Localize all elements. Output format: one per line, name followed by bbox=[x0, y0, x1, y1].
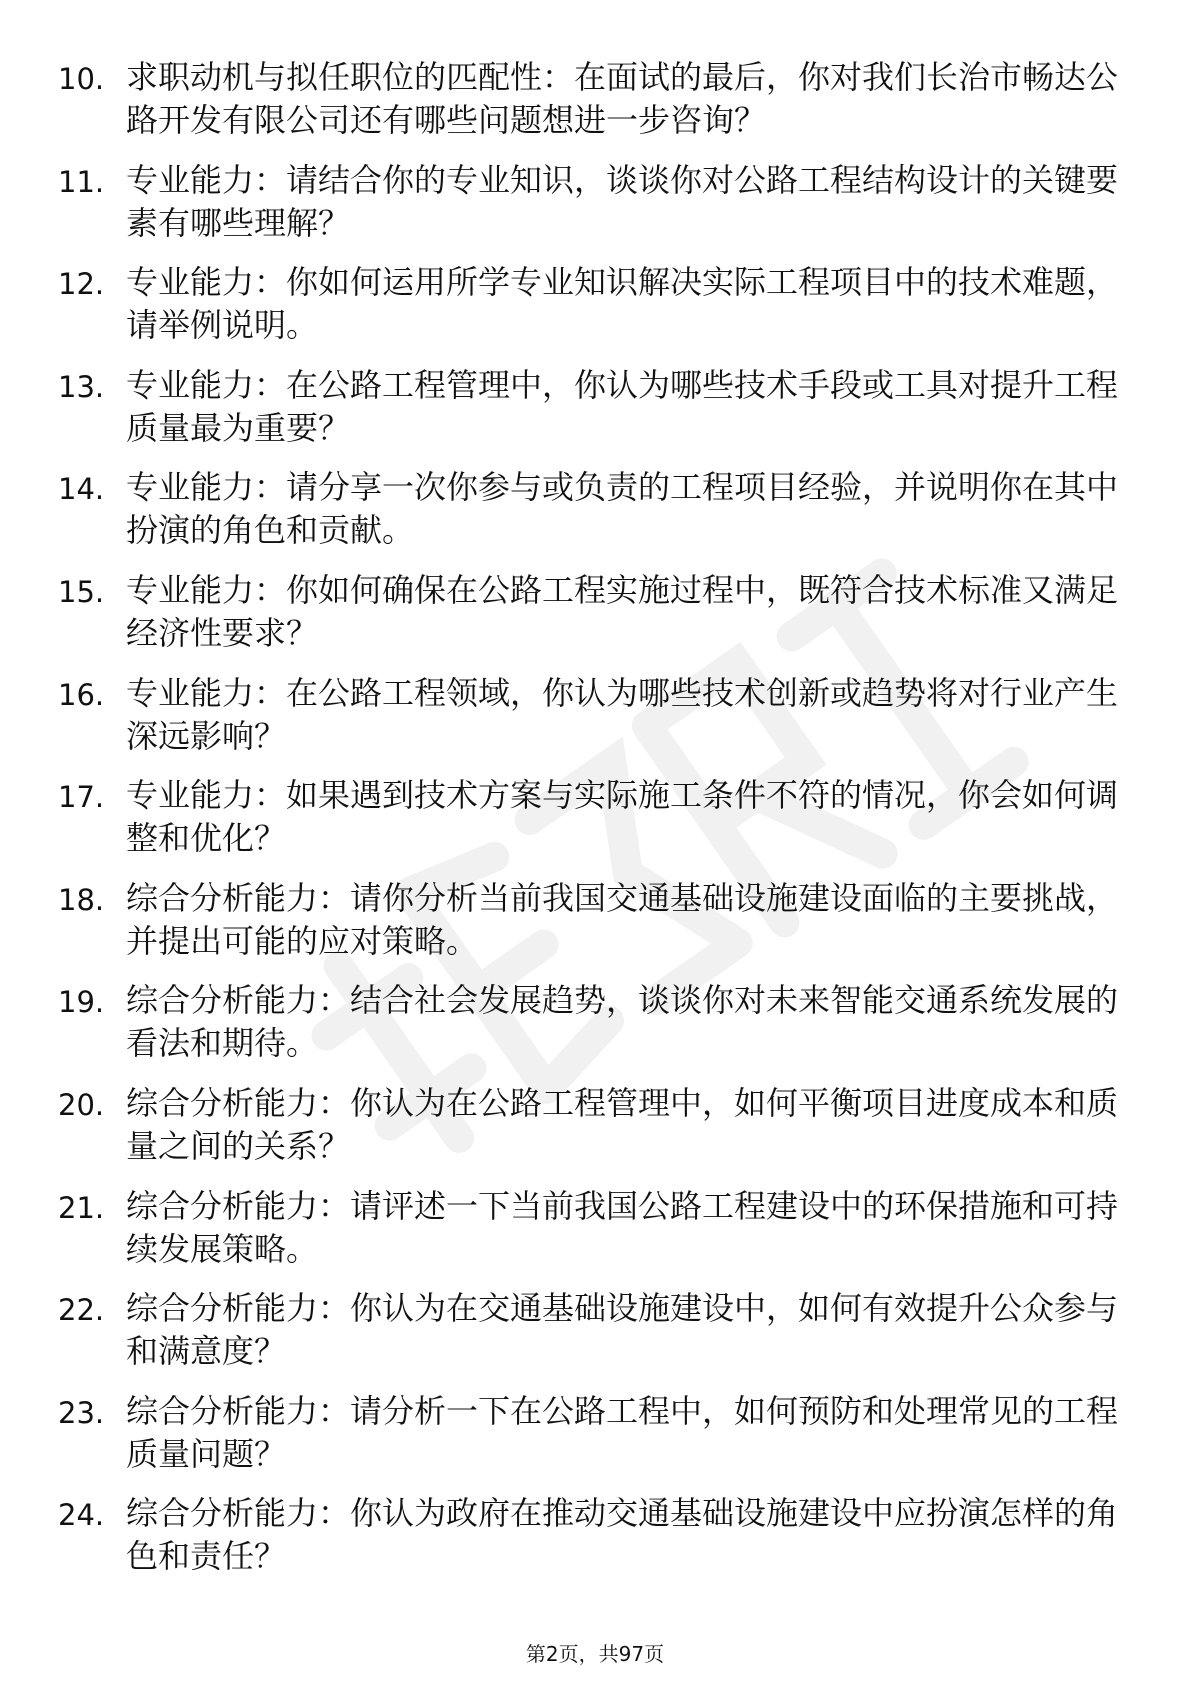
question-text: 综合分析能力：你认为在公路工程管理中，如何平衡项目进度成本和质量之间的关系？ bbox=[126, 1083, 1119, 1165]
question-text: 综合分析能力：请评述一下当前我国公路工程建设中的环保措施和可持续发展策略。 bbox=[126, 1186, 1119, 1268]
question-list bbox=[0, 52, 1190, 1591]
question-item bbox=[0, 52, 1190, 155]
question-item bbox=[0, 1181, 1190, 1284]
question-text: 专业能力：在公路工程领域，你认为哪些技术创新或趋势将对行业产生深远影响？ bbox=[126, 673, 1119, 755]
question-text: 综合分析能力：你认为政府在推动交通基础设施建设中应扮演怎样的角色和责任？ bbox=[126, 1494, 1119, 1576]
question-item bbox=[0, 770, 1190, 873]
question-text: 综合分析能力：请分析一下在公路工程中，如何预防和处理常见的工程质量问题？ bbox=[126, 1391, 1119, 1473]
page-number-footer: 第2页，共97页 bbox=[525, 1642, 665, 1666]
question-number: 23. bbox=[58, 1395, 105, 1430]
question-number: 19. bbox=[58, 985, 105, 1020]
question-number: 22. bbox=[58, 1293, 105, 1328]
question-item bbox=[0, 462, 1190, 565]
question-item bbox=[0, 360, 1190, 463]
question-number: 21. bbox=[58, 1190, 105, 1225]
question-item bbox=[0, 1386, 1190, 1489]
question-text: 专业能力：你如何运用所学专业知识解决实际工程项目中的技术难题，请举例说明。 bbox=[126, 263, 1119, 345]
question-number: 18. bbox=[58, 882, 105, 917]
question-item bbox=[0, 873, 1190, 976]
question-number: 16. bbox=[58, 677, 105, 712]
question-item bbox=[0, 668, 1190, 771]
question-number: 14. bbox=[58, 472, 105, 507]
question-item bbox=[0, 257, 1190, 360]
question-item bbox=[0, 1283, 1190, 1386]
question-text: 专业能力：在公路工程管理中，你认为哪些技术手段或工具对提升工程质量最为重要？ bbox=[126, 365, 1119, 447]
question-text: 专业能力：如果遇到技术方案与实际施工条件不符的情况，你会如何调整和优化？ bbox=[126, 776, 1119, 858]
question-number: 11. bbox=[58, 164, 105, 199]
question-number: 17. bbox=[58, 780, 105, 815]
question-text: 综合分析能力：你认为在交通基础设施建设中，如何有效提升公众参与和满意度？ bbox=[126, 1289, 1119, 1371]
question-item bbox=[0, 155, 1190, 258]
question-number: 24. bbox=[58, 1498, 105, 1533]
question-item bbox=[0, 1078, 1190, 1181]
question-item bbox=[0, 975, 1190, 1078]
question-number: 12. bbox=[58, 267, 105, 302]
question-number: 20. bbox=[58, 1087, 105, 1122]
question-number: 15. bbox=[58, 574, 105, 609]
question-item bbox=[0, 565, 1190, 668]
question-text: 综合分析能力：请你分析当前我国交通基础设施建设面临的主要挑战，并提出可能的应对策略。 bbox=[126, 878, 1119, 960]
question-text: 综合分析能力：结合社会发展趋势，谈谈你对未来智能交通系统发展的看法和期待。 bbox=[126, 981, 1119, 1063]
question-text: 专业能力：请分享一次你参与或负责的工程项目经验，并说明你在其中扮演的角色和贡献。 bbox=[126, 468, 1119, 550]
question-number: 10. bbox=[58, 62, 105, 96]
question-item bbox=[0, 1488, 1190, 1591]
question-text: 求职动机与拟任职位的匹配性：在面试的最后，你对我们长治市畅达公路开发有限公司还有哪些问题想进一步咨询？ bbox=[126, 58, 1119, 139]
question-text: 专业能力：你如何确保在公路工程实施过程中，既符合技术标准又满足经济性要求？ bbox=[126, 570, 1119, 652]
question-text: 专业能力：请结合你的专业知识，谈谈你对公路工程结构设计的关键要素有哪些理解？ bbox=[126, 160, 1119, 242]
question-number: 13. bbox=[58, 369, 105, 404]
